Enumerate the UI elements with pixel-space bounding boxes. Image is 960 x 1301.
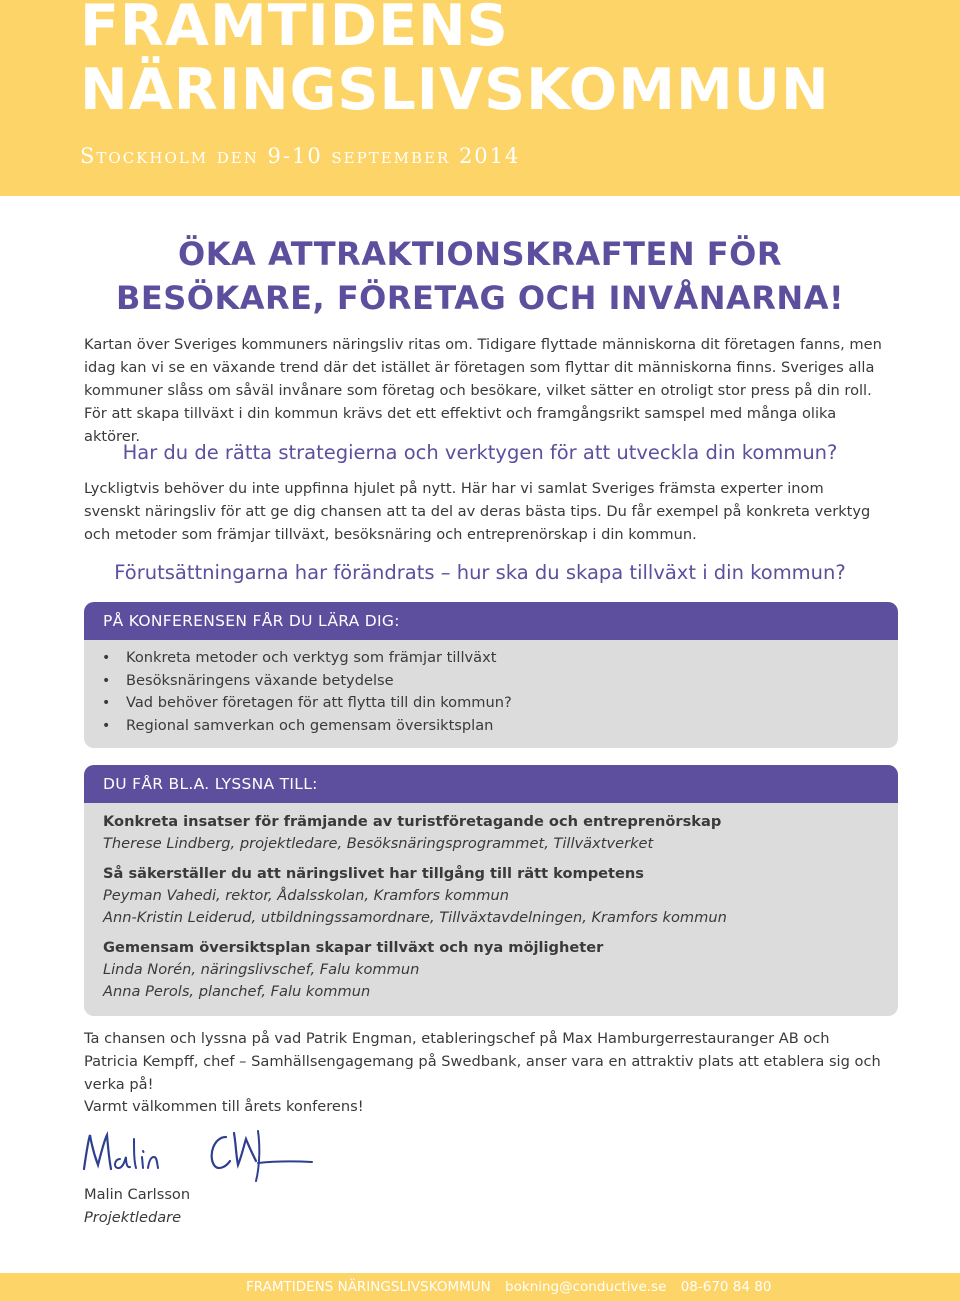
talk-item — [103, 937, 898, 1003]
headline-line1: ÖKA ATTRAKTIONSKRAFTEN FÖR — [178, 235, 782, 273]
talk-speaker: Linda Norén, näringslivschef, Falu kommun — [103, 961, 420, 978]
footer-email[interactable]: bokning@conductive.se — [505, 1279, 667, 1295]
list-item-text: Regional samverkan och gemensam översiktsplan — [126, 716, 494, 734]
speakers-box-heading: DU FÅR BL.A. LYSSNA TILL: — [84, 765, 898, 803]
footer-phone[interactable]: 08-670 84 80 — [680, 1279, 772, 1295]
handwritten-signature — [80, 1125, 320, 1185]
header-banner — [0, 0, 960, 196]
signer-role: Projektledare — [84, 1209, 182, 1226]
welcome-text: Varmt välkommen till årets konferens! — [84, 1098, 364, 1115]
bullet-icon: • — [102, 717, 111, 734]
talk-speaker: Anna Perols, planchef, Falu kommun — [103, 983, 371, 1000]
bullet-icon: • — [102, 672, 111, 689]
headline-line2: BESÖKARE, FÖRETAG OCH INVÅNARNA! — [115, 279, 845, 317]
question-heading-1: Har du de rätta strategierna och verktygen för att utveckla din kommun? — [122, 441, 838, 464]
conference-title-line1: FRAMTIDENS — [80, 0, 509, 59]
list-item — [84, 715, 898, 738]
conference-date-location: Stockholm den 9-10 september 2014 — [80, 144, 521, 168]
talk-title: Gemensam översiktsplan skapar tillväxt och nya möjligheter — [103, 939, 604, 956]
talk-speaker: Ann-Kristin Leiderud, utbildningssamordnare, Tillväxtavdelningen, Kramfors kommun — [103, 909, 727, 926]
bullet-icon: • — [102, 650, 111, 666]
footer-bar — [0, 1273, 960, 1301]
talk-title: Konkreta insatser för främjande av turistföretagande och entreprenörskap — [103, 813, 722, 830]
intro-paragraph: Kartan över Sveriges kommuners näringsliv ritas om. Tidigare flyttade människorna dit företagen fanns, men idag kan vi se en växande trend där det istället är företagen som flyttar dit människorna finns. Sveriges alla kommuner slåss om såväl invånare som företag och besökare, vilket sätter en otroligt stor press på din roll. För att skapa tillväxt i din kommun krävs det ett effektivt och framgångsrikt samspel med många olika aktörer. — [84, 336, 882, 445]
talk-speaker: Therese Lindberg, projektledare, Besöksnäringsprogrammet, Tillväxtverket — [103, 835, 654, 852]
footer-contact — [246, 1273, 781, 1301]
talk-speaker: Peyman Vahedi, rektor, Ådalsskolan, Kramfors kommun — [103, 887, 510, 904]
list-item-text: Vad behöver företagen för att flytta till din kommun? — [126, 694, 512, 712]
conference-title-line2: NÄRINGSLIVSKOMMUN — [80, 57, 830, 123]
bullet-icon: • — [102, 695, 111, 712]
speakers-box — [84, 765, 898, 1016]
learn-list — [84, 640, 898, 737]
footer-brand: FRAMTIDENS NÄRINGSLIVSKOMMUN — [246, 1279, 491, 1295]
list-item — [84, 692, 898, 715]
learn-box — [84, 602, 898, 748]
talk-item — [103, 863, 898, 929]
conference-title — [80, 0, 830, 122]
list-item — [84, 647, 898, 670]
closing-paragraph: Ta chansen och lyssna på vad Patrik Engman, etableringschef på Max Hamburgerrestauranger AB och Patricia Kempff, chef – Samhällsengagemang på Swedbank, anser vara en attraktiv plats att etablera sig och verka på! — [84, 1030, 881, 1093]
talk-item — [103, 811, 898, 855]
signer-name: Malin Carlsson — [84, 1186, 191, 1203]
talk-title: Så säkerställer du att näringslivet har tillgång till rätt kompetens — [103, 865, 644, 882]
question-heading-2: Förutsättningarna har förändrats – hur ska du skapa tillväxt i din kommun? — [114, 561, 846, 584]
paragraph-2: Lyckligtvis behöver du inte uppfinna hjulet på nytt. Här har vi samlat Sveriges främsta experter inom svenskt näringsliv för att ge dig chansen att ta del av deras bästa tips. Du får exempel på konkreta verktyg och metoder som främjar tillväxt, besöksnäring och entreprenörskap i din kommun. — [84, 480, 871, 543]
list-item — [84, 670, 898, 693]
list-item-text: Konkreta metoder och verktyg som främjar tillväxt — [126, 649, 497, 666]
list-item-text: Besöksnäringens växande betydelse — [126, 671, 394, 689]
main-headline — [90, 232, 870, 320]
learn-box-heading: PÅ KONFERENSEN FÅR DU LÄRA DIG: — [84, 602, 898, 640]
